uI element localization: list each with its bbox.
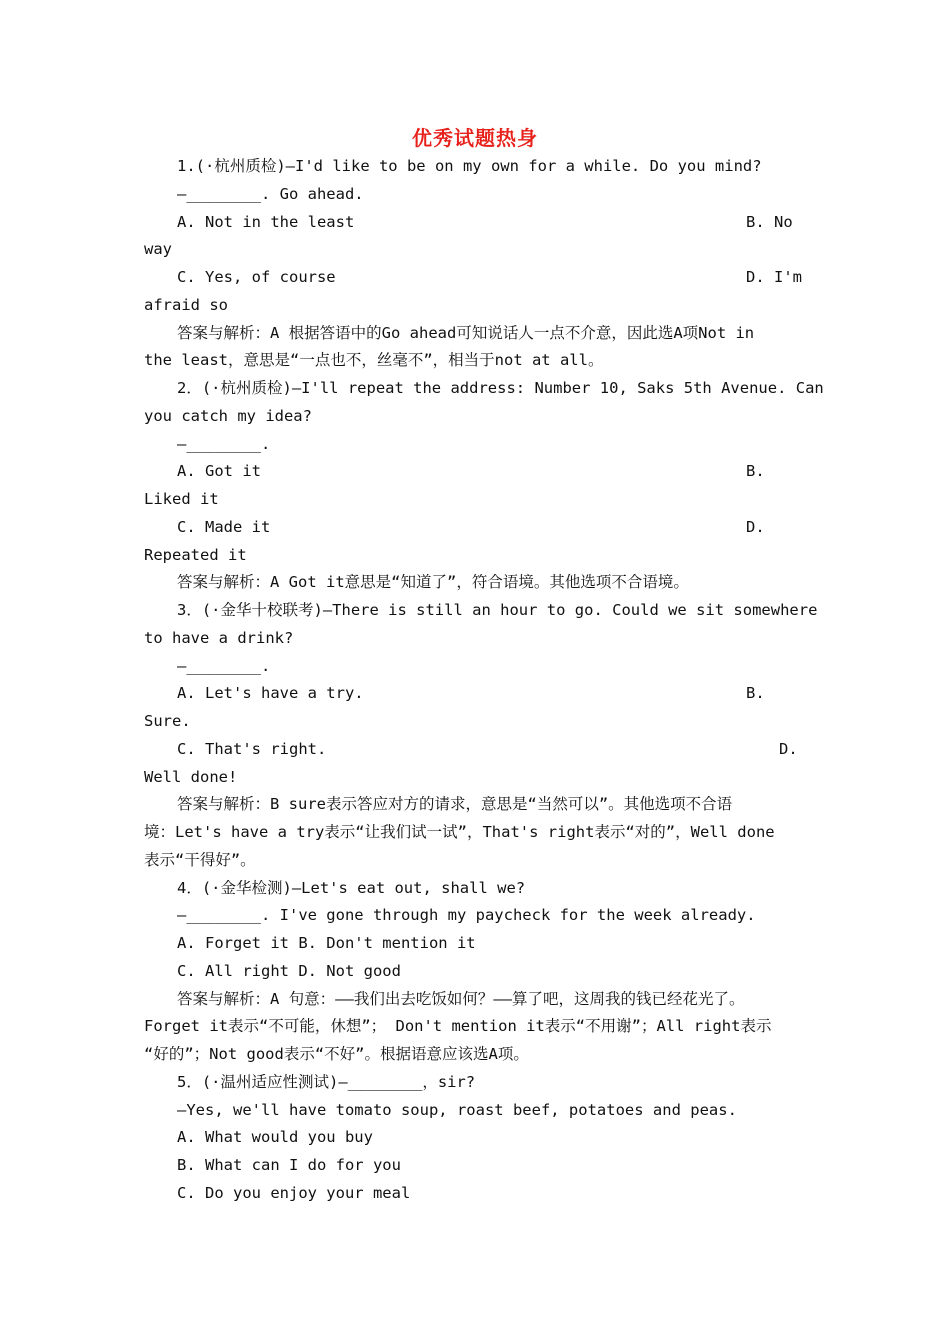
q1-option-d-wrap: afraid so [144, 295, 228, 314]
q2-option-b: B. [746, 462, 765, 481]
q3-option-c: C. That's right. [177, 739, 327, 758]
q5-stem: 5．(·温州适应性测试)—________，sir? [177, 1072, 476, 1091]
q2-option-d-wrap: Repeated it [144, 545, 247, 564]
q4-options-cd: C. All right D. Not good [177, 961, 401, 980]
q2-option-row-ab [144, 458, 808, 486]
q3-stem: 3．(·金华十校联考)—There is still an hour to go. Could we sit somewhere [177, 601, 818, 619]
q3-answer-cont: 境：Let's have a try表示“让我们试一试”，That's right表示“对的”，Well done [144, 823, 775, 841]
q3-option-d-wrap: Well done! [144, 767, 238, 786]
q2-blank: —________. [177, 434, 271, 453]
q3-option-a: A. Let's have a try. [177, 684, 364, 703]
q5-reply: —Yes, we'll have tomato soup, roast beef, potatoes and peas. [177, 1100, 737, 1119]
q3-option-row-ab [144, 680, 808, 708]
q1-answer-cont: the least，意思是“一点也不，丝毫不”，相当于not at all。 [144, 351, 604, 370]
q1-option-a: A. Not in the least [177, 212, 355, 231]
q1-option-d: D. I'm [746, 268, 802, 286]
q1-option-c: C. Yes, of course [177, 268, 336, 286]
q2-option-c: C. Made it [177, 517, 271, 536]
q3-option-b-wrap: Sure. [144, 712, 191, 730]
q3-option-d: D. [779, 739, 798, 758]
q4-answer: 答案与解析：A 句意：——我们出去吃饭如何？——算了吧，这周我的钱已经花光了。 [177, 989, 745, 1008]
q1-option-row-ab [144, 209, 808, 237]
q3-option-b: B. [746, 684, 765, 703]
q4-options-ab: A. Forget it B. Don't mention it [177, 934, 476, 952]
q4-blank: —________. I've gone through my paycheck for the week already. [177, 906, 756, 925]
q3-blank: —________. [177, 656, 271, 675]
q2-option-d: D. [746, 517, 765, 536]
q3-stem-cont: to have a drink? [144, 628, 294, 647]
q2-stem-cont: you catch my idea? [144, 406, 312, 425]
q1-option-row-cd [144, 264, 808, 292]
q5-option-a: A. What would you buy [177, 1128, 373, 1147]
q2-stem: 2．(·杭州质检)—I'll repeat the address: Number 10, Saks 5th Avenue. Can [177, 379, 824, 397]
q4-stem: 4．(·金华检测)—Let's eat out, shall we? [177, 878, 526, 897]
q3-answer-cont2: 表示“干得好”。 [144, 850, 256, 869]
q3-option-row-cd [144, 736, 808, 764]
q1-option-b-wrap: way [144, 240, 172, 259]
page-title: 优秀试题热身 [412, 126, 538, 150]
q1-blank: —________. Go ahead. [177, 184, 364, 203]
q2-option-a: A. Got it [177, 462, 261, 481]
q2-option-b-wrap: Liked it [144, 490, 219, 508]
q1-stem: 1.(·杭州质检)—I'd like to be on my own for a while. Do you mind? [177, 157, 762, 175]
q1-option-b: B. No [746, 212, 793, 231]
q2-option-row-cd [144, 514, 808, 542]
q5-option-b: B. What can I do for you [177, 1156, 401, 1174]
q2-answer: 答案与解析：A Got it意思是“知道了”，符合语境。其他选项不合语境。 [177, 573, 689, 592]
q4-answer-cont: Forget it表示“不可能，休想”； Don't mention it表示“不用谢”；All right表示 [144, 1017, 772, 1036]
q3-answer: 答案与解析：B sure表示答应对方的请求，意思是“当然可以”。其他选项不合语 [177, 795, 733, 814]
question-list [144, 153, 824, 1208]
q5-option-c: C. Do you enjoy your meal [177, 1183, 411, 1202]
q4-answer-cont2: “好的”；Not good表示“不好”。根据语意应该选A项。 [144, 1045, 529, 1063]
q1-answer: 答案与解析：A 根据答语中的Go ahead可知说话人一点不介意，因此选A项Not in [177, 323, 755, 342]
